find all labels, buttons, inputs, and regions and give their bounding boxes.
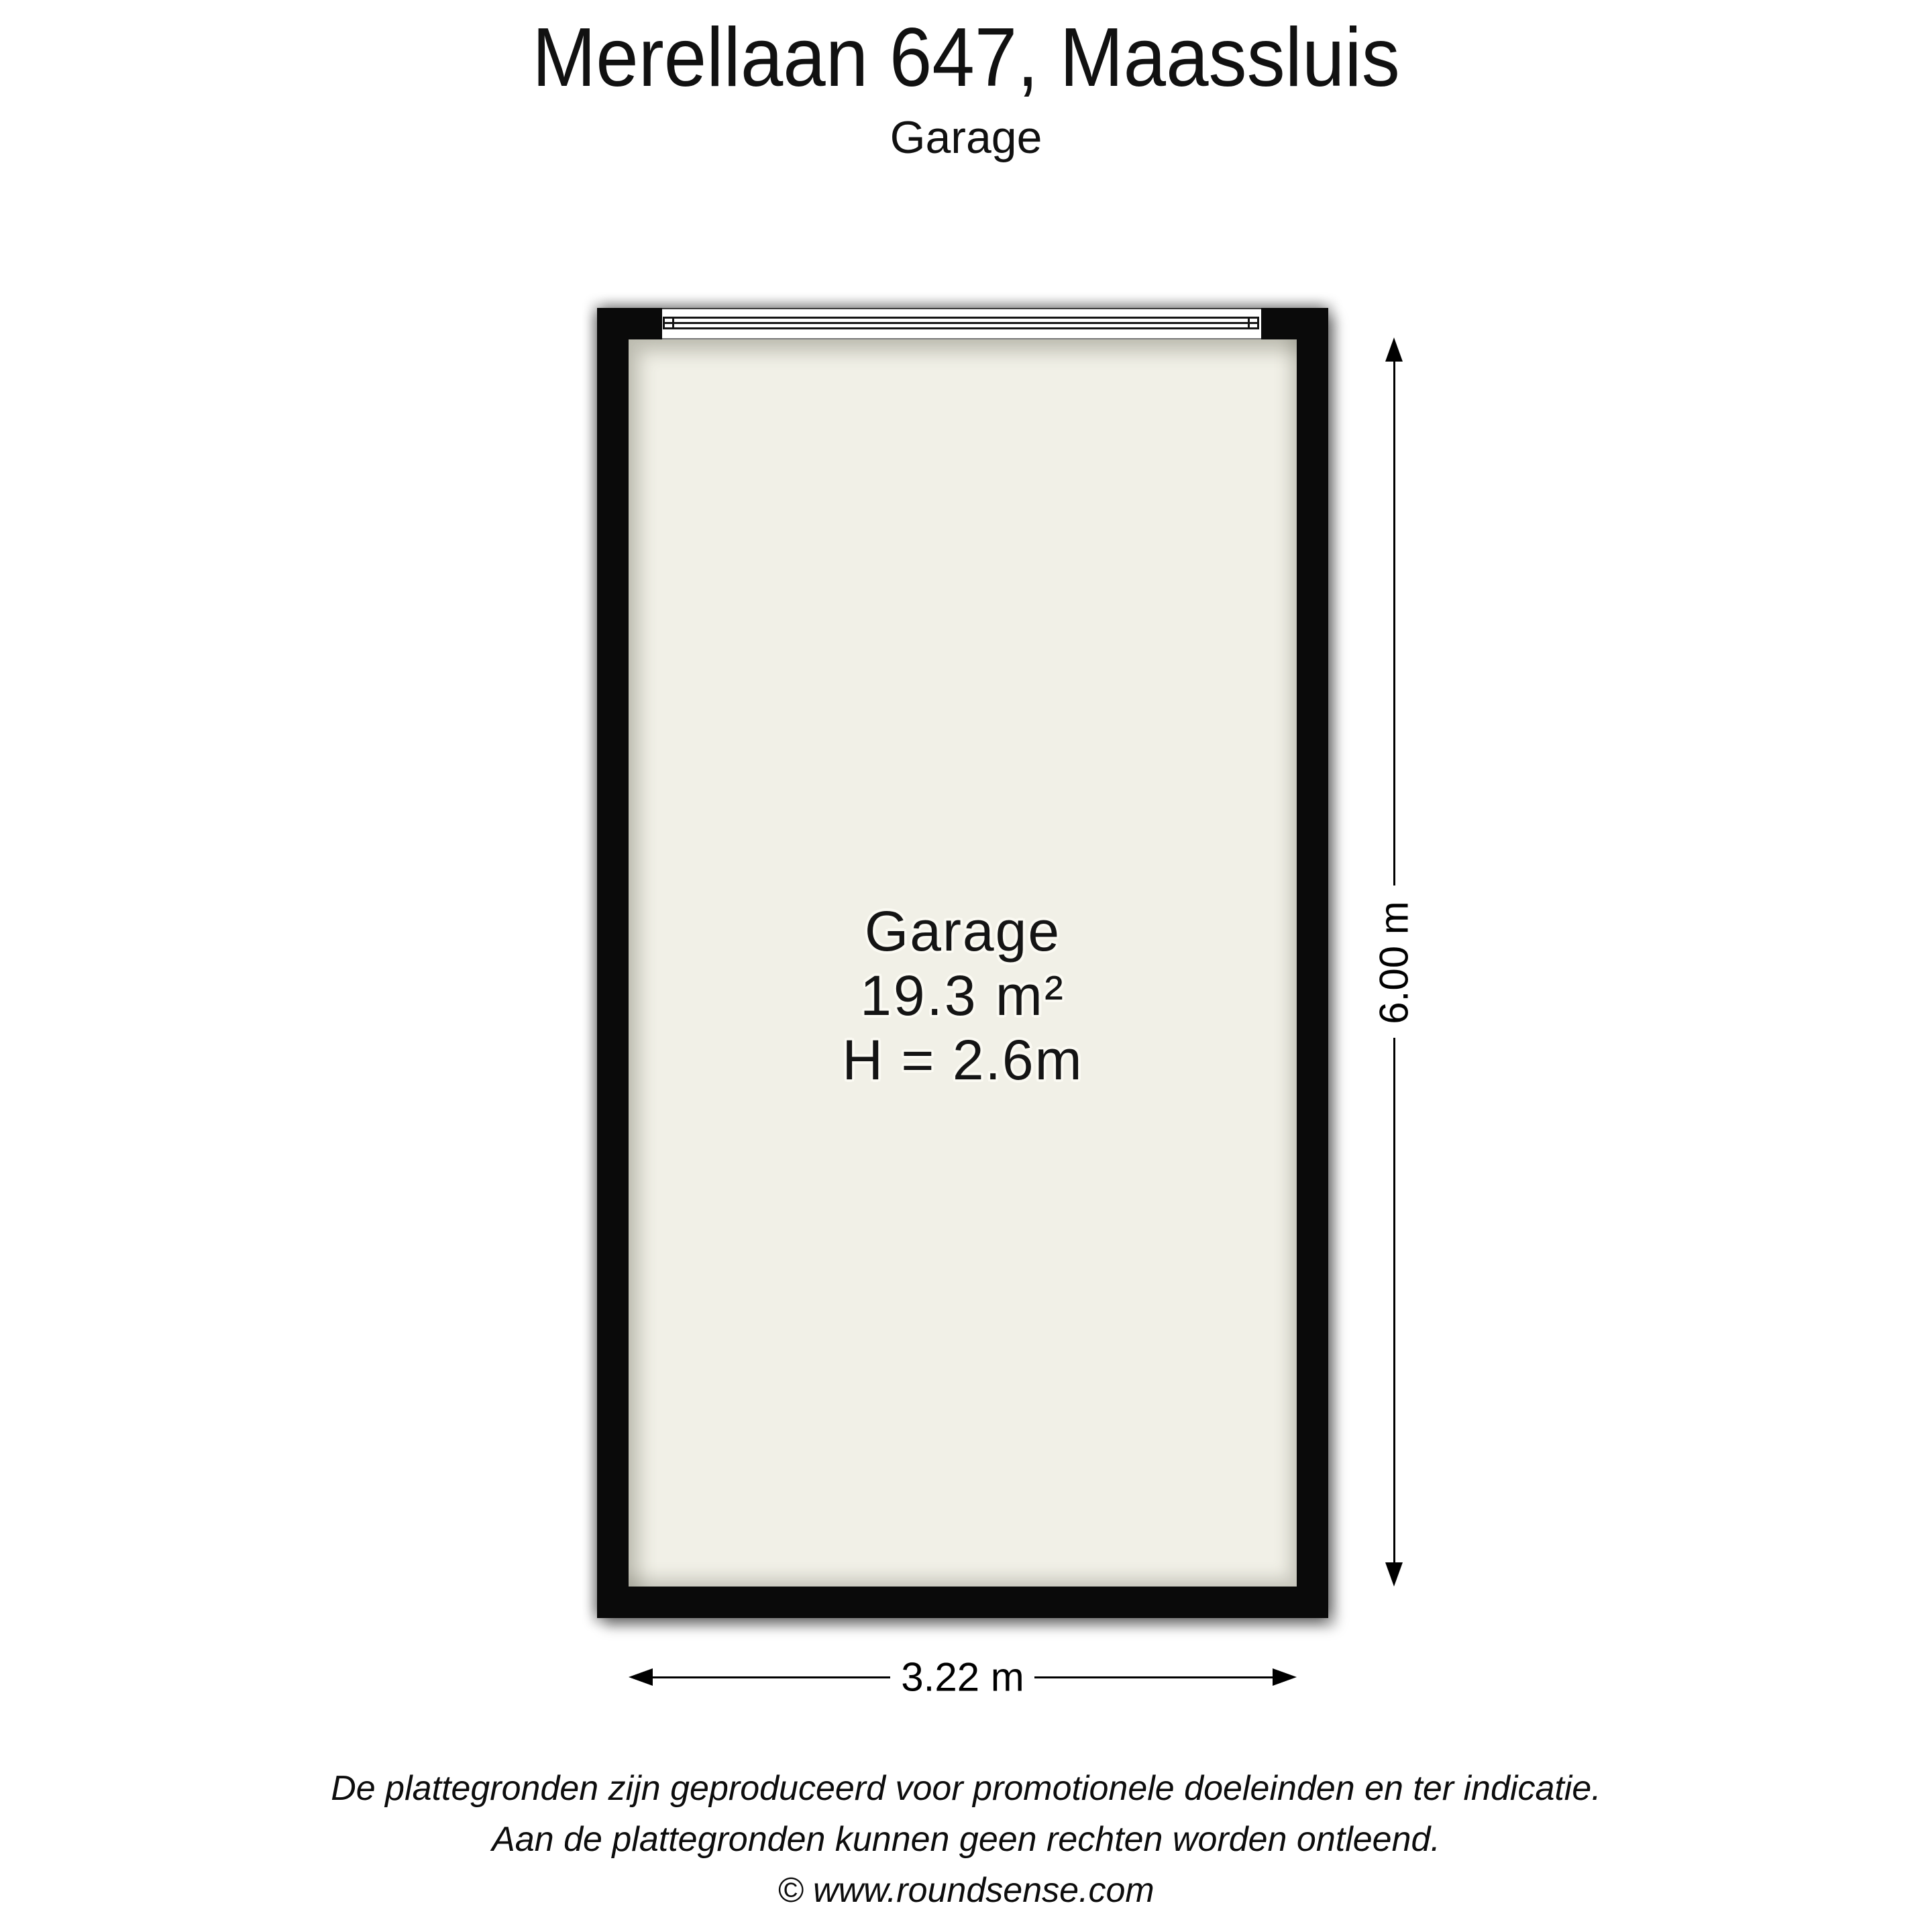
room-area: 19.3 m² [860, 964, 1065, 1027]
page-title [0, 9, 1932, 106]
copyright-line: © www.roundsense.com [777, 1871, 1155, 1910]
width-dimension [629, 1654, 1297, 1700]
garage-door-right-cap [1248, 319, 1250, 327]
height-dimension [1360, 337, 1428, 1587]
arrow-right-icon [1273, 1668, 1297, 1686]
dimension-line-segment [651, 1676, 890, 1678]
floor-plan [597, 308, 1328, 1618]
height-dimension-label: 6.00 m [1371, 901, 1417, 1024]
arrow-down-icon [1385, 1562, 1403, 1587]
disclaimer-line-2: Aan de plattegronden kunnen geen rechten worden ontleend. [492, 1820, 1440, 1859]
disclaimer-line-1: De plattegronden zijn geproduceerd voor promotionele doeleinden en ter indicatie. [331, 1769, 1601, 1808]
room-name: Garage [864, 900, 1061, 963]
arrow-up-icon [1385, 337, 1403, 362]
arrow-left-icon [629, 1668, 653, 1686]
dimension-line-segment [1393, 1038, 1395, 1562]
page-subtitle [0, 111, 1932, 164]
dimension-line-segment [1034, 1676, 1273, 1678]
page-title-text: Merellaan 647, Maassluis [532, 11, 1400, 104]
page-subtitle-text: Garage [890, 112, 1042, 163]
garage-door-opening [662, 308, 1261, 339]
width-dimension-label: 3.22 m [901, 1654, 1024, 1700]
garage-door-left-cap [672, 319, 674, 327]
garage-door-icon [663, 317, 1259, 329]
room-label [629, 899, 1297, 1092]
dimension-line-segment [1393, 360, 1395, 885]
disclaimer [0, 1763, 1932, 1916]
garage-door-track-line [665, 322, 1257, 324]
room-ceiling-height: H = 2.6m [842, 1028, 1083, 1091]
